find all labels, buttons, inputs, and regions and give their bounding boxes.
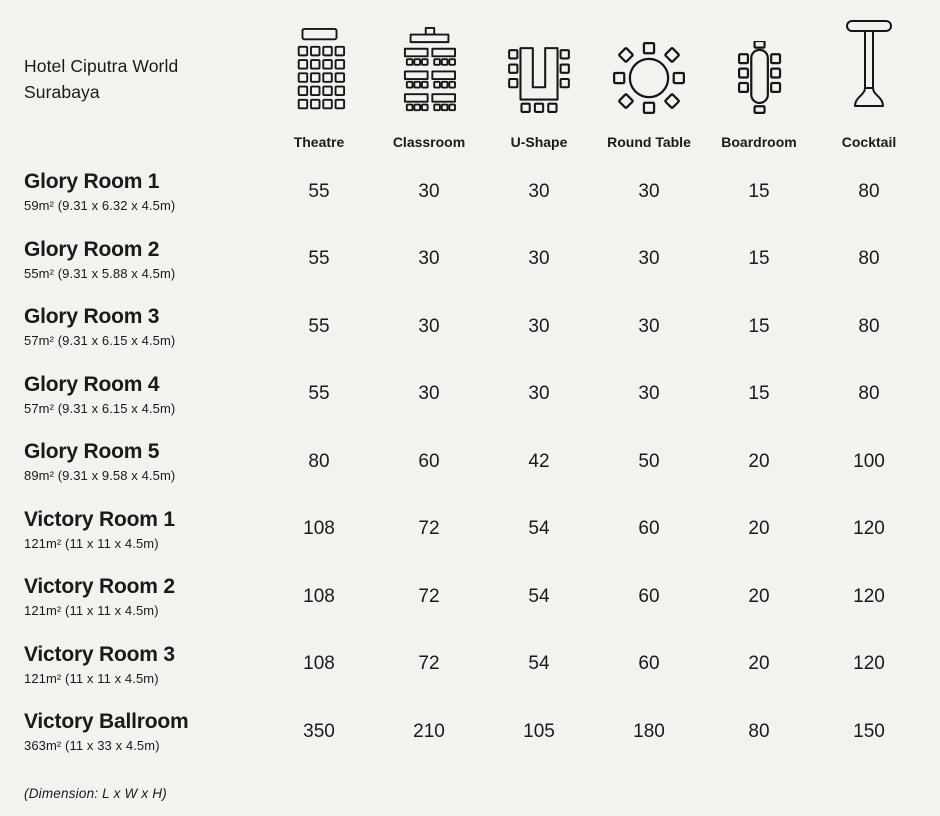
room-dimensions: 121m² (11 x 11 x 4.5m)	[24, 535, 159, 551]
room-name: Victory Room 2	[24, 575, 175, 599]
room-name: Glory Room 3	[24, 305, 160, 329]
capacity-theatre: 108	[303, 585, 335, 607]
table-row	[0, 496, 940, 564]
room-dimensions: 57m² (9.31 x 6.15 x 4.5m)	[24, 400, 176, 416]
capacity-roundtable: 30	[638, 383, 660, 405]
capacity-classroom: 72	[418, 653, 440, 675]
column-label-roundtable: Round Table	[607, 134, 691, 150]
capacity-cocktail: 120	[853, 518, 885, 540]
u-shape-layout-icon	[508, 44, 570, 119]
room-name: Victory Room 3	[24, 642, 175, 666]
capacity-ushape: 54	[528, 585, 550, 607]
hotel-name-line2: Surabaya	[24, 82, 100, 102]
room-dimensions: 121m² (11 x 11 x 4.5m)	[24, 670, 159, 686]
room-cell	[24, 238, 264, 281]
column-header-ushape	[484, 44, 594, 158]
capacity-roundtable: 180	[633, 720, 665, 742]
room-cell	[24, 575, 264, 618]
capacity-ushape: 30	[528, 383, 550, 405]
room-dimensions: 121m² (11 x 11 x 4.5m)	[24, 603, 159, 619]
capacity-boardroom: 20	[748, 450, 770, 472]
capacity-ushape: 30	[528, 315, 550, 337]
room-cell	[24, 508, 264, 551]
table-row	[0, 631, 940, 699]
capacity-roundtable: 50	[638, 450, 660, 472]
column-header-classroom	[374, 27, 484, 158]
cocktail-table-icon	[841, 18, 897, 119]
capacity-classroom: 72	[418, 585, 440, 607]
room-dimensions: 89m² (9.31 x 9.58 x 4.5m)	[24, 468, 176, 484]
capacity-boardroom: 15	[748, 383, 770, 405]
capacity-cocktail: 120	[853, 653, 885, 675]
room-name: Glory Room 2	[24, 237, 160, 261]
capacity-roundtable: 30	[638, 248, 660, 270]
room-name: Victory Ballroom	[24, 710, 189, 734]
hotel-name	[24, 53, 264, 116]
capacity-boardroom: 20	[748, 518, 770, 540]
capacity-roundtable: 60	[638, 585, 660, 607]
round-table-layout-icon	[613, 42, 685, 119]
capacity-cocktail: 80	[858, 383, 880, 405]
table-row	[0, 293, 940, 361]
room-dimensions: 59m² (9.31 x 6.32 x 4.5m)	[24, 198, 176, 214]
room-cell	[24, 440, 264, 483]
capacity-roundtable: 60	[638, 653, 660, 675]
capacity-boardroom: 15	[748, 315, 770, 337]
column-label-classroom: Classroom	[392, 134, 466, 150]
table-row	[0, 428, 940, 496]
column-label-ushape: U-Shape	[510, 134, 568, 150]
table-row	[0, 158, 940, 226]
capacity-ushape: 105	[523, 720, 555, 742]
capacity-theatre: 108	[303, 653, 335, 675]
room-cell	[24, 710, 264, 753]
table-row	[0, 361, 940, 429]
capacity-roundtable: 30	[638, 315, 660, 337]
room-name: Glory Room 4	[24, 372, 160, 396]
theatre-layout-icon	[291, 27, 348, 119]
room-dimensions: 55m² (9.31 x 5.88 x 4.5m)	[24, 265, 176, 281]
capacity-classroom: 60	[418, 450, 440, 472]
room-cell	[24, 373, 264, 416]
capacity-boardroom: 20	[748, 653, 770, 675]
boardroom-layout-icon	[728, 41, 790, 119]
capacity-cocktail: 100	[853, 450, 885, 472]
room-cell	[24, 170, 264, 213]
table-row	[0, 563, 940, 631]
column-label-theatre: Theatre	[293, 134, 345, 150]
room-name: Glory Room 1	[24, 170, 160, 194]
capacity-ushape: 42	[528, 450, 550, 472]
room-dimensions: 57m² (9.31 x 6.15 x 4.5m)	[24, 333, 176, 349]
capacity-boardroom: 20	[748, 585, 770, 607]
capacity-rows	[0, 158, 940, 766]
capacity-classroom: 30	[418, 248, 440, 270]
column-header-cocktail	[814, 18, 924, 158]
table-row	[0, 226, 940, 294]
room-name: Victory Room 1	[24, 507, 175, 531]
table-row	[0, 698, 940, 766]
room-cell	[24, 643, 264, 686]
capacity-cocktail: 80	[858, 315, 880, 337]
capacity-cocktail: 80	[858, 180, 880, 202]
hotel-name-line1: Hotel Ciputra World	[24, 55, 179, 76]
capacity-roundtable: 30	[638, 180, 660, 202]
capacity-cocktail: 80	[858, 248, 880, 270]
capacity-boardroom: 80	[748, 720, 770, 742]
capacity-cocktail: 150	[853, 720, 885, 742]
capacity-theatre: 350	[303, 720, 335, 742]
capacity-classroom: 30	[418, 383, 440, 405]
capacity-roundtable: 60	[638, 518, 660, 540]
room-name: Glory Room 5	[24, 440, 160, 464]
column-header-roundtable	[594, 42, 704, 158]
capacity-theatre: 108	[303, 518, 335, 540]
capacity-ushape: 54	[528, 653, 550, 675]
capacity-classroom: 30	[418, 180, 440, 202]
column-header-theatre	[264, 27, 374, 158]
capacity-boardroom: 15	[748, 180, 770, 202]
capacity-classroom: 30	[418, 315, 440, 337]
capacity-theatre: 55	[308, 248, 330, 270]
capacity-theatre: 55	[308, 180, 330, 202]
capacity-cocktail: 120	[853, 585, 885, 607]
capacity-theatre: 55	[308, 383, 330, 405]
room-dimensions: 363m² (11 x 33 x 4.5m)	[24, 738, 160, 754]
room-cell	[24, 305, 264, 348]
capacity-classroom: 210	[413, 720, 445, 742]
capacity-theatre: 80	[308, 450, 330, 472]
capacity-boardroom: 15	[748, 248, 770, 270]
column-label-cocktail: Cocktail	[841, 134, 897, 150]
column-label-boardroom: Boardroom	[721, 134, 797, 150]
capacity-ushape: 30	[528, 248, 550, 270]
capacity-ushape: 54	[528, 518, 550, 540]
classroom-layout-icon	[401, 27, 458, 119]
capacity-classroom: 72	[418, 518, 440, 540]
column-header-boardroom	[704, 41, 814, 158]
table-header	[0, 10, 940, 158]
dimension-note: (Dimension: L x W x H)	[24, 785, 167, 801]
capacity-theatre: 55	[308, 315, 330, 337]
capacity-ushape: 30	[528, 180, 550, 202]
